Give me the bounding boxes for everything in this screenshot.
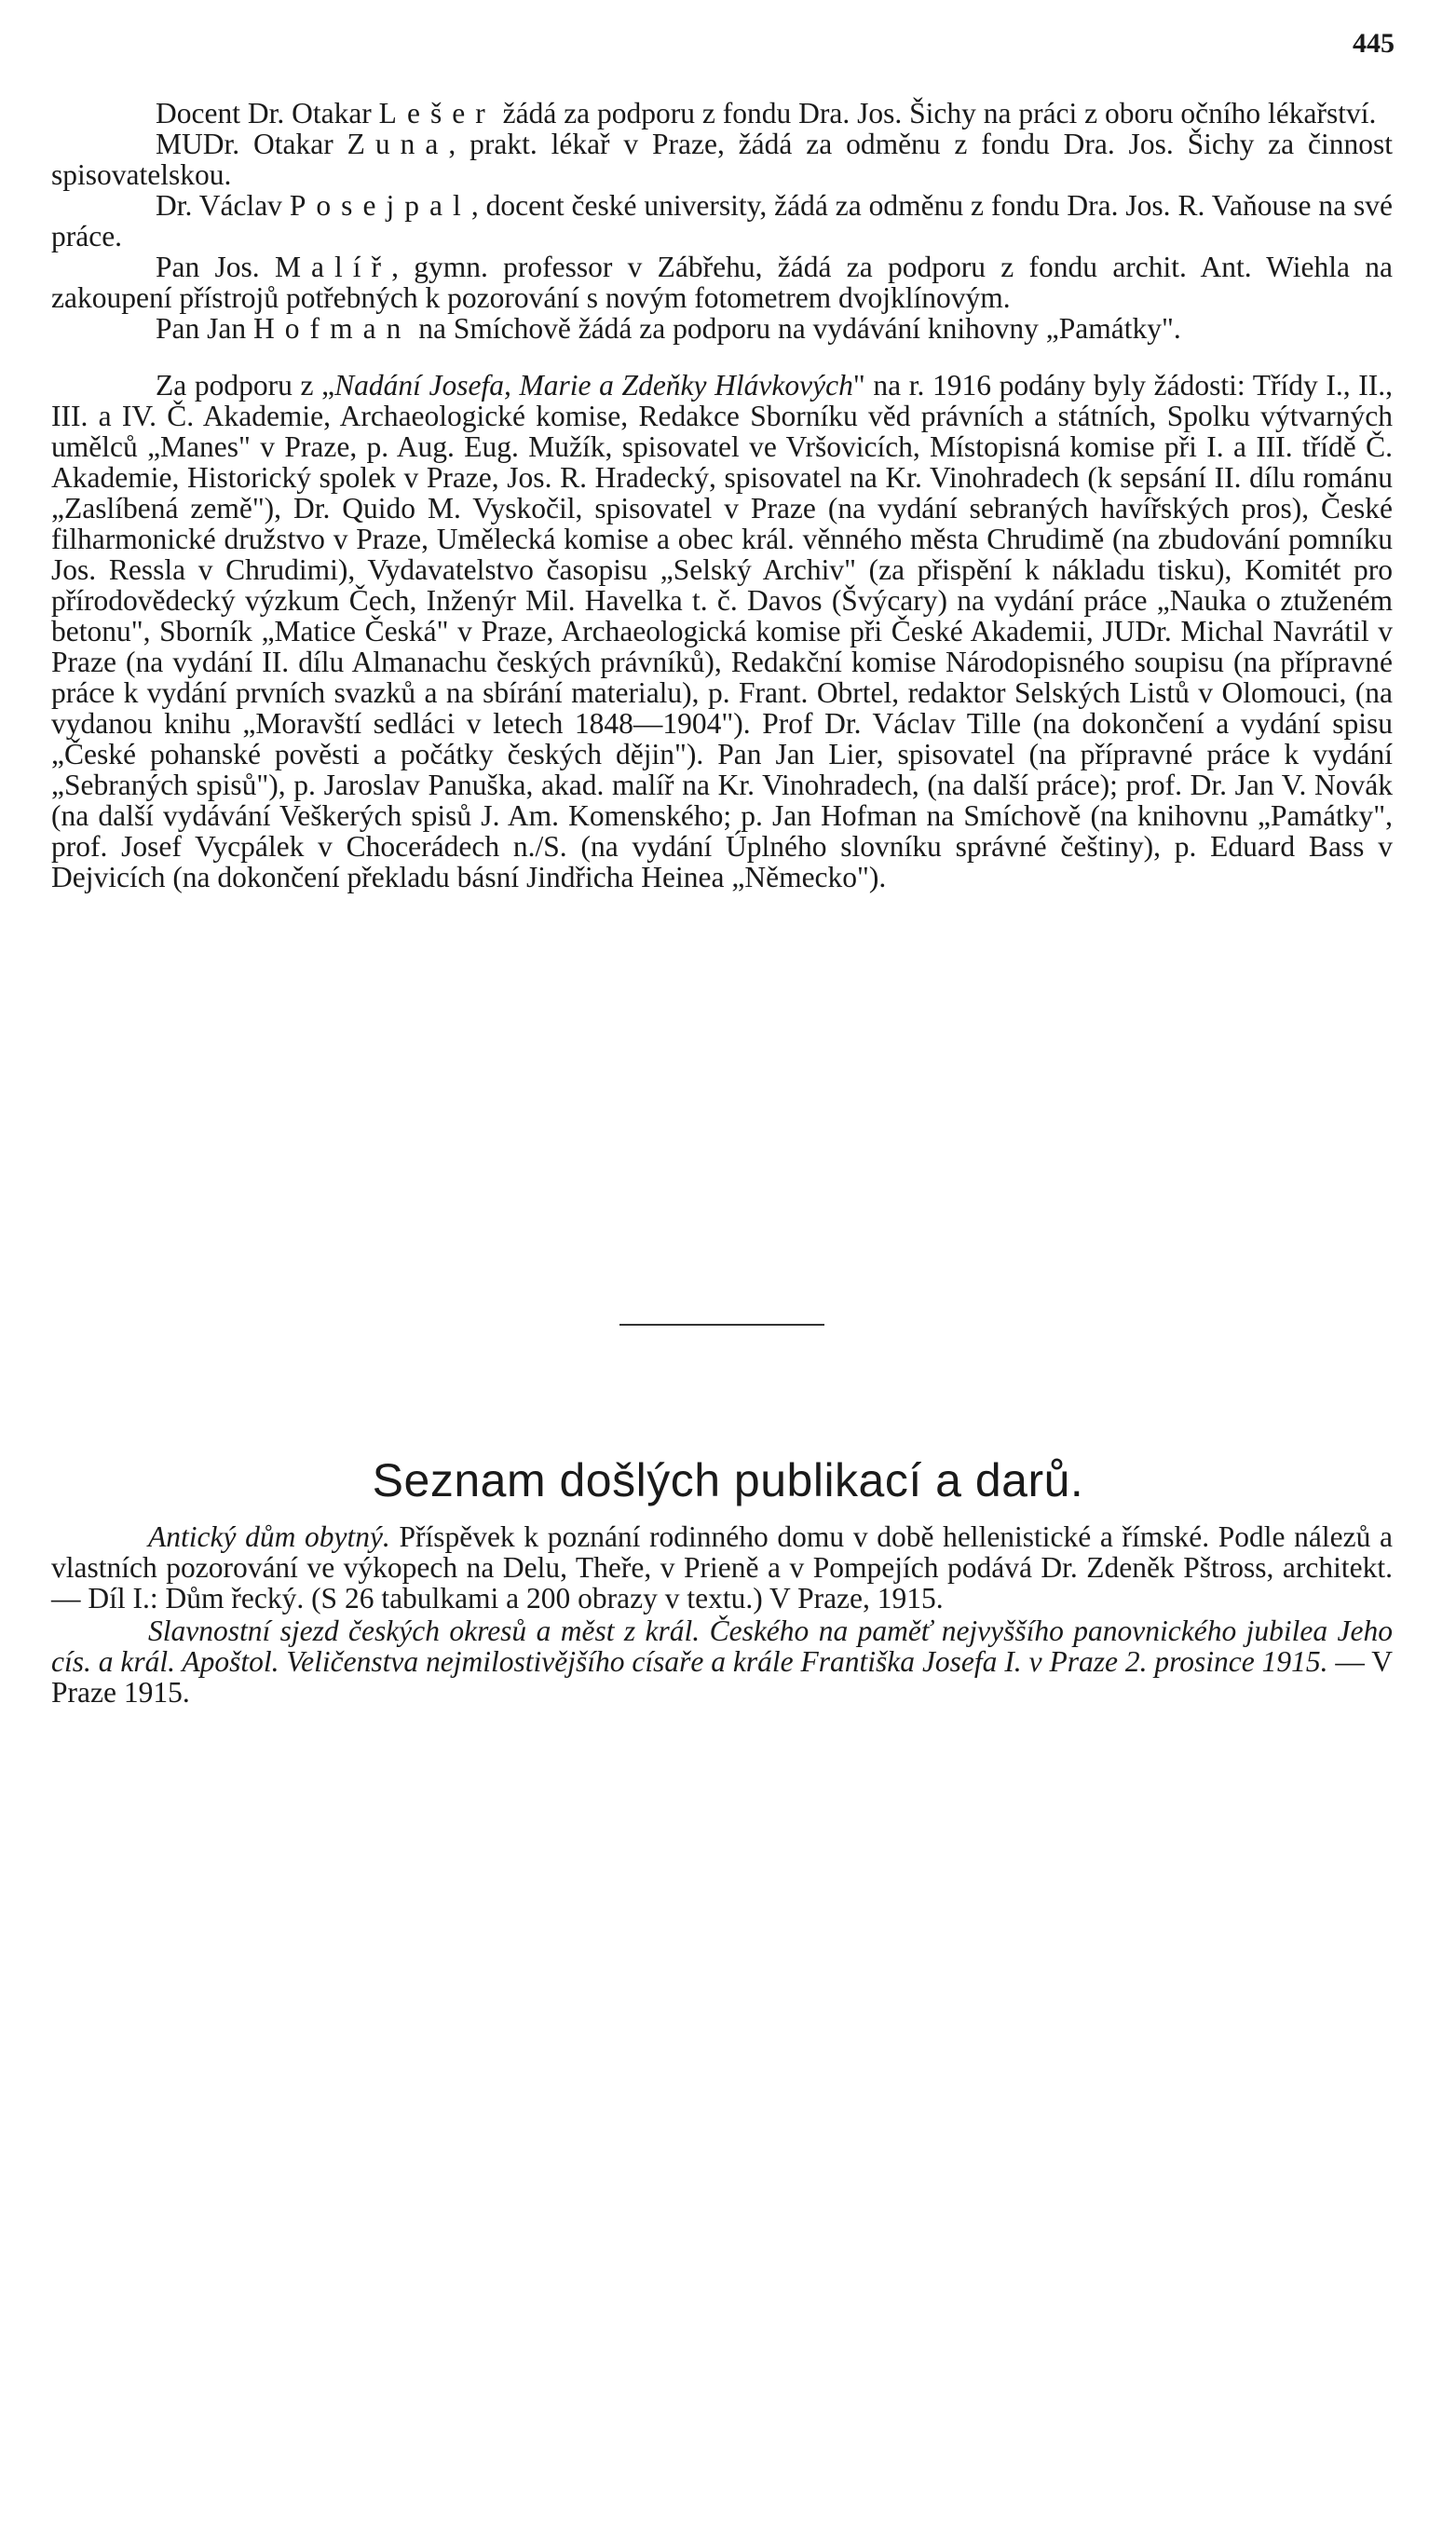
request-paragraph bbox=[51, 252, 1393, 313]
request-text: žádá za podporu z fondu Dra. Jos. Šichy na práci z oboru očního lékařství. bbox=[495, 97, 1377, 129]
request-paragraph bbox=[51, 129, 1393, 190]
request-text: , prakt. lékař v Praze, žádá za odměnu z fondu Dra. Jos. Šichy za činnost spisovatelskou. bbox=[51, 128, 1393, 191]
request-text: , gymn. professor v Zábřehu, žádá za podporu z fondu archit. Ant. Wiehla na zakoupení přístrojů potřebných k pozorování s novým fotometrem dvojklínovým. bbox=[51, 251, 1393, 314]
requests-section bbox=[51, 98, 1393, 892]
request-name: Zuna bbox=[347, 128, 449, 160]
request-paragraph bbox=[51, 98, 1393, 129]
nadani-paragraph bbox=[51, 370, 1393, 892]
section-heading: Seznam došlých publikací a darů. bbox=[372, 1454, 1084, 1506]
publication-text: — V Praze 1915. bbox=[51, 1645, 1393, 1709]
request-lead: Docent Dr. Otakar bbox=[156, 97, 379, 129]
publications-list bbox=[51, 1521, 1393, 1710]
request-text: , docent české university, žádá za odměnu z fondu Dra. Jos. R. Vaňouse na své práce. bbox=[51, 189, 1394, 252]
request-paragraph bbox=[51, 313, 1393, 344]
request-lead: Dr. Václav bbox=[156, 189, 290, 222]
request-name: Hofman bbox=[253, 312, 412, 345]
request-name: Malíř bbox=[274, 251, 392, 283]
publication-entry bbox=[51, 1521, 1393, 1614]
request-lead: Pan Jan bbox=[156, 312, 253, 345]
nadani-text: " na r. 1916 podány byly žádosti: Třídy I., II., III. a IV. Č. Akademie, Archaeologické komise, Redakce Sborníku věd právních a státních, Spolku výtvarných umělců „Manes" v Praze, p. Aug. Eug. Mužík, spisovatel ve Vršovicích, Místopisná komise při I. a III. třídě Č. Akademie, Historický spolek v Praze, Jos. R. Hradecký, spisovatel na Kr. Vinohradech (k sepsání II. dílu románu „Zaslíbená země"), Dr. Quido M. Vyskočil, spisovatel v Praze (na vydání sebraných havířských pros), České filharmonické družstvo v Praze, Umělecká komise a obec král. věnného města Chrudimě (na zbudování pomníku Jos. Ressla v Chrudimi), Vydavatelstvo časopisu „Selský Archiv" (za přispění k nákladu tisku), Komitét pro přírodovědecký výzkum Čech, Inženýr Mil. Havelka t. č. Davos (Švýcary) na vydání práce „Nauka o ztuženém betonu", Sborník „Matice Česká" v Praze, Archaeologická komise při České Akademii, JUDr. Michal Navrátil v Praze (na vydání II. dílu Almanachu českých právníků), Redakční komise Národopisného soupisu (na přípravné práce k vydání prvních svazků a na sbírání materialu), p. Frant. Obrtel, redaktor Selských Listů v Olomouci, (na vydanou knihu „Moravští sedláci v letech 1848—1904"). Prof Dr. Václav Tille (na dokončení a vydání spisu „České pohanské pověsti a počátky českých dějin"). Pan Jan Lier, spisovatel (na přípravné práce k vydání „Sebraných spisů"), p. Jaroslav Panuška, akad. malíř na Kr. Vinohradech, (na další práce); prof. Dr. Jan V. Novák (na další vydávání Veškerých spisů J. Am. Komenského; p. Jan Hofman na Smíchově (na knihovnu „Památky", prof. Josef Vycpálek v Chocerádech n./S. (na vydání Úplného slovníku správné češtiny), p. Eduard Bass v Dejvicích (na dokončení překladu básní Jindřicha Heinea „Německo"). bbox=[51, 369, 1393, 893]
nadani-fund-name: Nadání Josefa, Marie a Zdeňky Hlávkových bbox=[334, 369, 853, 402]
request-lead: Pan Jos. bbox=[156, 251, 275, 283]
request-lead: MUDr. Otakar bbox=[156, 128, 347, 160]
publication-entry bbox=[51, 1615, 1393, 1708]
publication-title: Slavnostní sjezd českých okresů a měst z král. Českého na paměť nejvyššího panovnického jubilea Jeho cís. a král. Apoštol. Veličenstva nejmilostivějšího císaře a krále Františka Josefa I. v Praze 2. prosince 1915. bbox=[51, 1614, 1393, 1678]
request-name: Lešer bbox=[378, 97, 496, 129]
page-number: 445 bbox=[1353, 28, 1395, 59]
nadani-intro: Za podporu z „ bbox=[156, 369, 335, 402]
publication-text: Příspěvek k poznání rodinného domu v době hellenistické a římské. Podle nálezů a vlastních pozorování ve výkopech na Delu, Theře, v Prieně a v Pompejích podává Dr. Zdeněk Pštross, architekt. — Díl I.: Dům řecký. (S 26 tabulkami a 200 obrazy v textu.) V Praze, 1915. bbox=[51, 1520, 1393, 1614]
request-name: Posejpal bbox=[289, 189, 471, 222]
section-divider bbox=[619, 1324, 824, 1326]
publication-title: Antický dům obytný. bbox=[148, 1520, 390, 1553]
request-paragraph bbox=[51, 190, 1393, 252]
request-text: na Smíchově žádá za podporu na vydávání knihovny „Památky". bbox=[411, 312, 1181, 345]
